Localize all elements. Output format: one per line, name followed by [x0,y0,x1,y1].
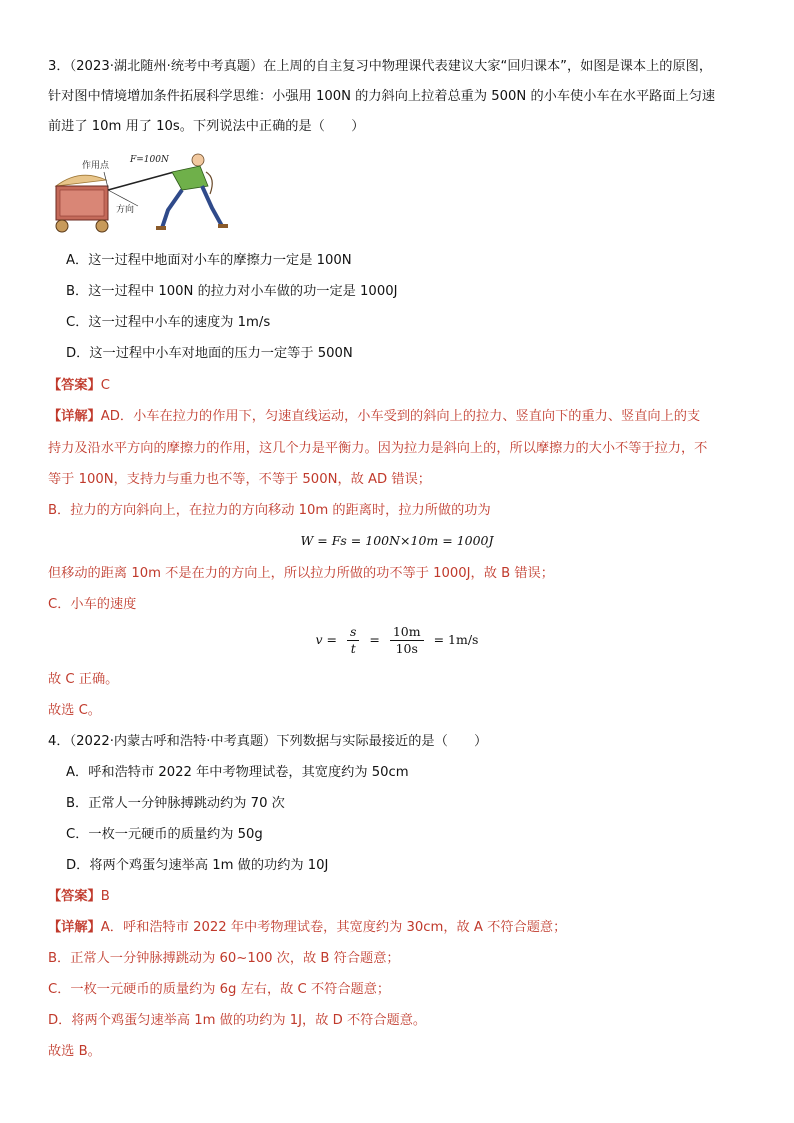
detail-tag: 【详解】 [48,409,101,424]
q4-option-c: C．一枚一元硬币的质量约为 50g [66,827,263,842]
q3-detail-line8: 故选 C。 [48,703,101,718]
q4-detail-line5: 故选 B。 [48,1044,101,1059]
label-application-point: 作用点 [82,161,110,171]
equation-speed: v = $\frac{s}{t}$ = $\frac{10m}{10s}$ = 1m/s [315,624,479,656]
q3-detail-line6: C．小车的速度 [48,597,137,612]
detail-tag: 【详解】 [48,920,101,935]
q4-stem: 4．（2022·内蒙古呼和浩特·中考真题）下列数据与实际最接近的是（ ） [48,734,488,749]
q4-option-d: D．将两个鸡蛋匀速举高 1m 做的功约为 10J [66,858,329,873]
q4-detail-line4: D．将两个鸡蛋匀速举高 1m 做的功约为 1J，故 D 不符合题意。 [48,1013,427,1028]
eq-rhs: 1m/s [448,632,479,647]
q3-detail-line1 [48,407,700,427]
q4-detail-line1 [48,918,566,938]
q3-option-d: D．这一过程中小车对地面的压力一定等于 500N [66,346,353,361]
cart-pulling-figure [50,150,240,238]
q3-stem-line1: 3．（2023·湖北随州·统考中考真题）在上周的自主复习中物理课代表建议大家“回归课本”，如图是课本上的原图， [48,59,713,74]
q3-option-c: C．这一过程中小车的速度为 1m/s [66,315,271,330]
label-force: F=100N [130,155,169,165]
answer-value: C [100,378,110,393]
q4-detail-line3: C．一枚一元硬币的质量约为 6g 左右，故 C 不符合题意； [48,982,391,997]
label-direction: 方向 [116,205,135,215]
q4-option-b: B．正常人一分钟脉搏跳动约为 70 次 [66,796,285,811]
equation-work: W = Fs = 100N×10m = 1000J [300,533,494,548]
answer-value: B [100,889,110,904]
answer-tag: 【答案】 [48,889,101,904]
q3-detail-line3: 等于 100N，支持力与重力也不等，不等于 500N，故 AD 错误； [48,472,431,487]
q3-answer [48,376,110,396]
q3-stem-line3: 前进了 10m 用了 10s。下列说法中正确的是（ ） [48,119,365,134]
detail-text: AD．小车在拉力的作用下，匀速直线运动，小车受到的斜向上的拉力、竖直向下的重力、竖直向上的支 [100,409,701,424]
q3-stem-line2: 针对图中情境增加条件拓展科学思维：小强用 100N 的力斜向上拉着总重为 500N 的小车使小车在水平路面上匀速 [48,89,716,104]
detail-text: A．呼和浩特市 2022 年中考物理试卷，其宽度约为 30cm，故 A 不符合题意； [100,920,567,935]
q3-detail-line7: 故 C 正确。 [48,672,119,687]
q3-detail-line4: B．拉力的方向斜向上，在拉力的方向移动 10m 的距离时，拉力所做的功为 [48,503,491,518]
answer-tag: 【答案】 [48,378,101,393]
q3-option-b: B．这一过程中 100N 的拉力对小车做的功一定是 1000J [66,284,398,299]
fraction-s-t: $\frac{s}{t}$ [347,624,359,657]
q4-detail-line2: B．正常人一分钟脉搏跳动为 60~100 次，故 B 符合题意； [48,951,400,966]
q4-option-a: A．呼和浩特市 2022 年中考物理试卷，其宽度约为 50cm [66,765,409,780]
q3-option-a: A．这一过程中地面对小车的摩擦力一定是 100N [66,253,352,268]
q3-detail-line2: 持力及沿水平方向的摩擦力的作用，这几个力是平衡力。因为拉力是斜向上的，所以摩擦力的大小不等于拉力，不 [48,441,708,456]
fraction-values: $\frac{10m}{10s}$ [390,624,424,657]
eq-lhs: v [315,632,323,647]
q4-answer [48,887,110,907]
q3-detail-line5: 但移动的距离 10m 不是在力的方向上，所以拉力所做的功不等于 1000J，故 B 错误； [48,566,554,581]
